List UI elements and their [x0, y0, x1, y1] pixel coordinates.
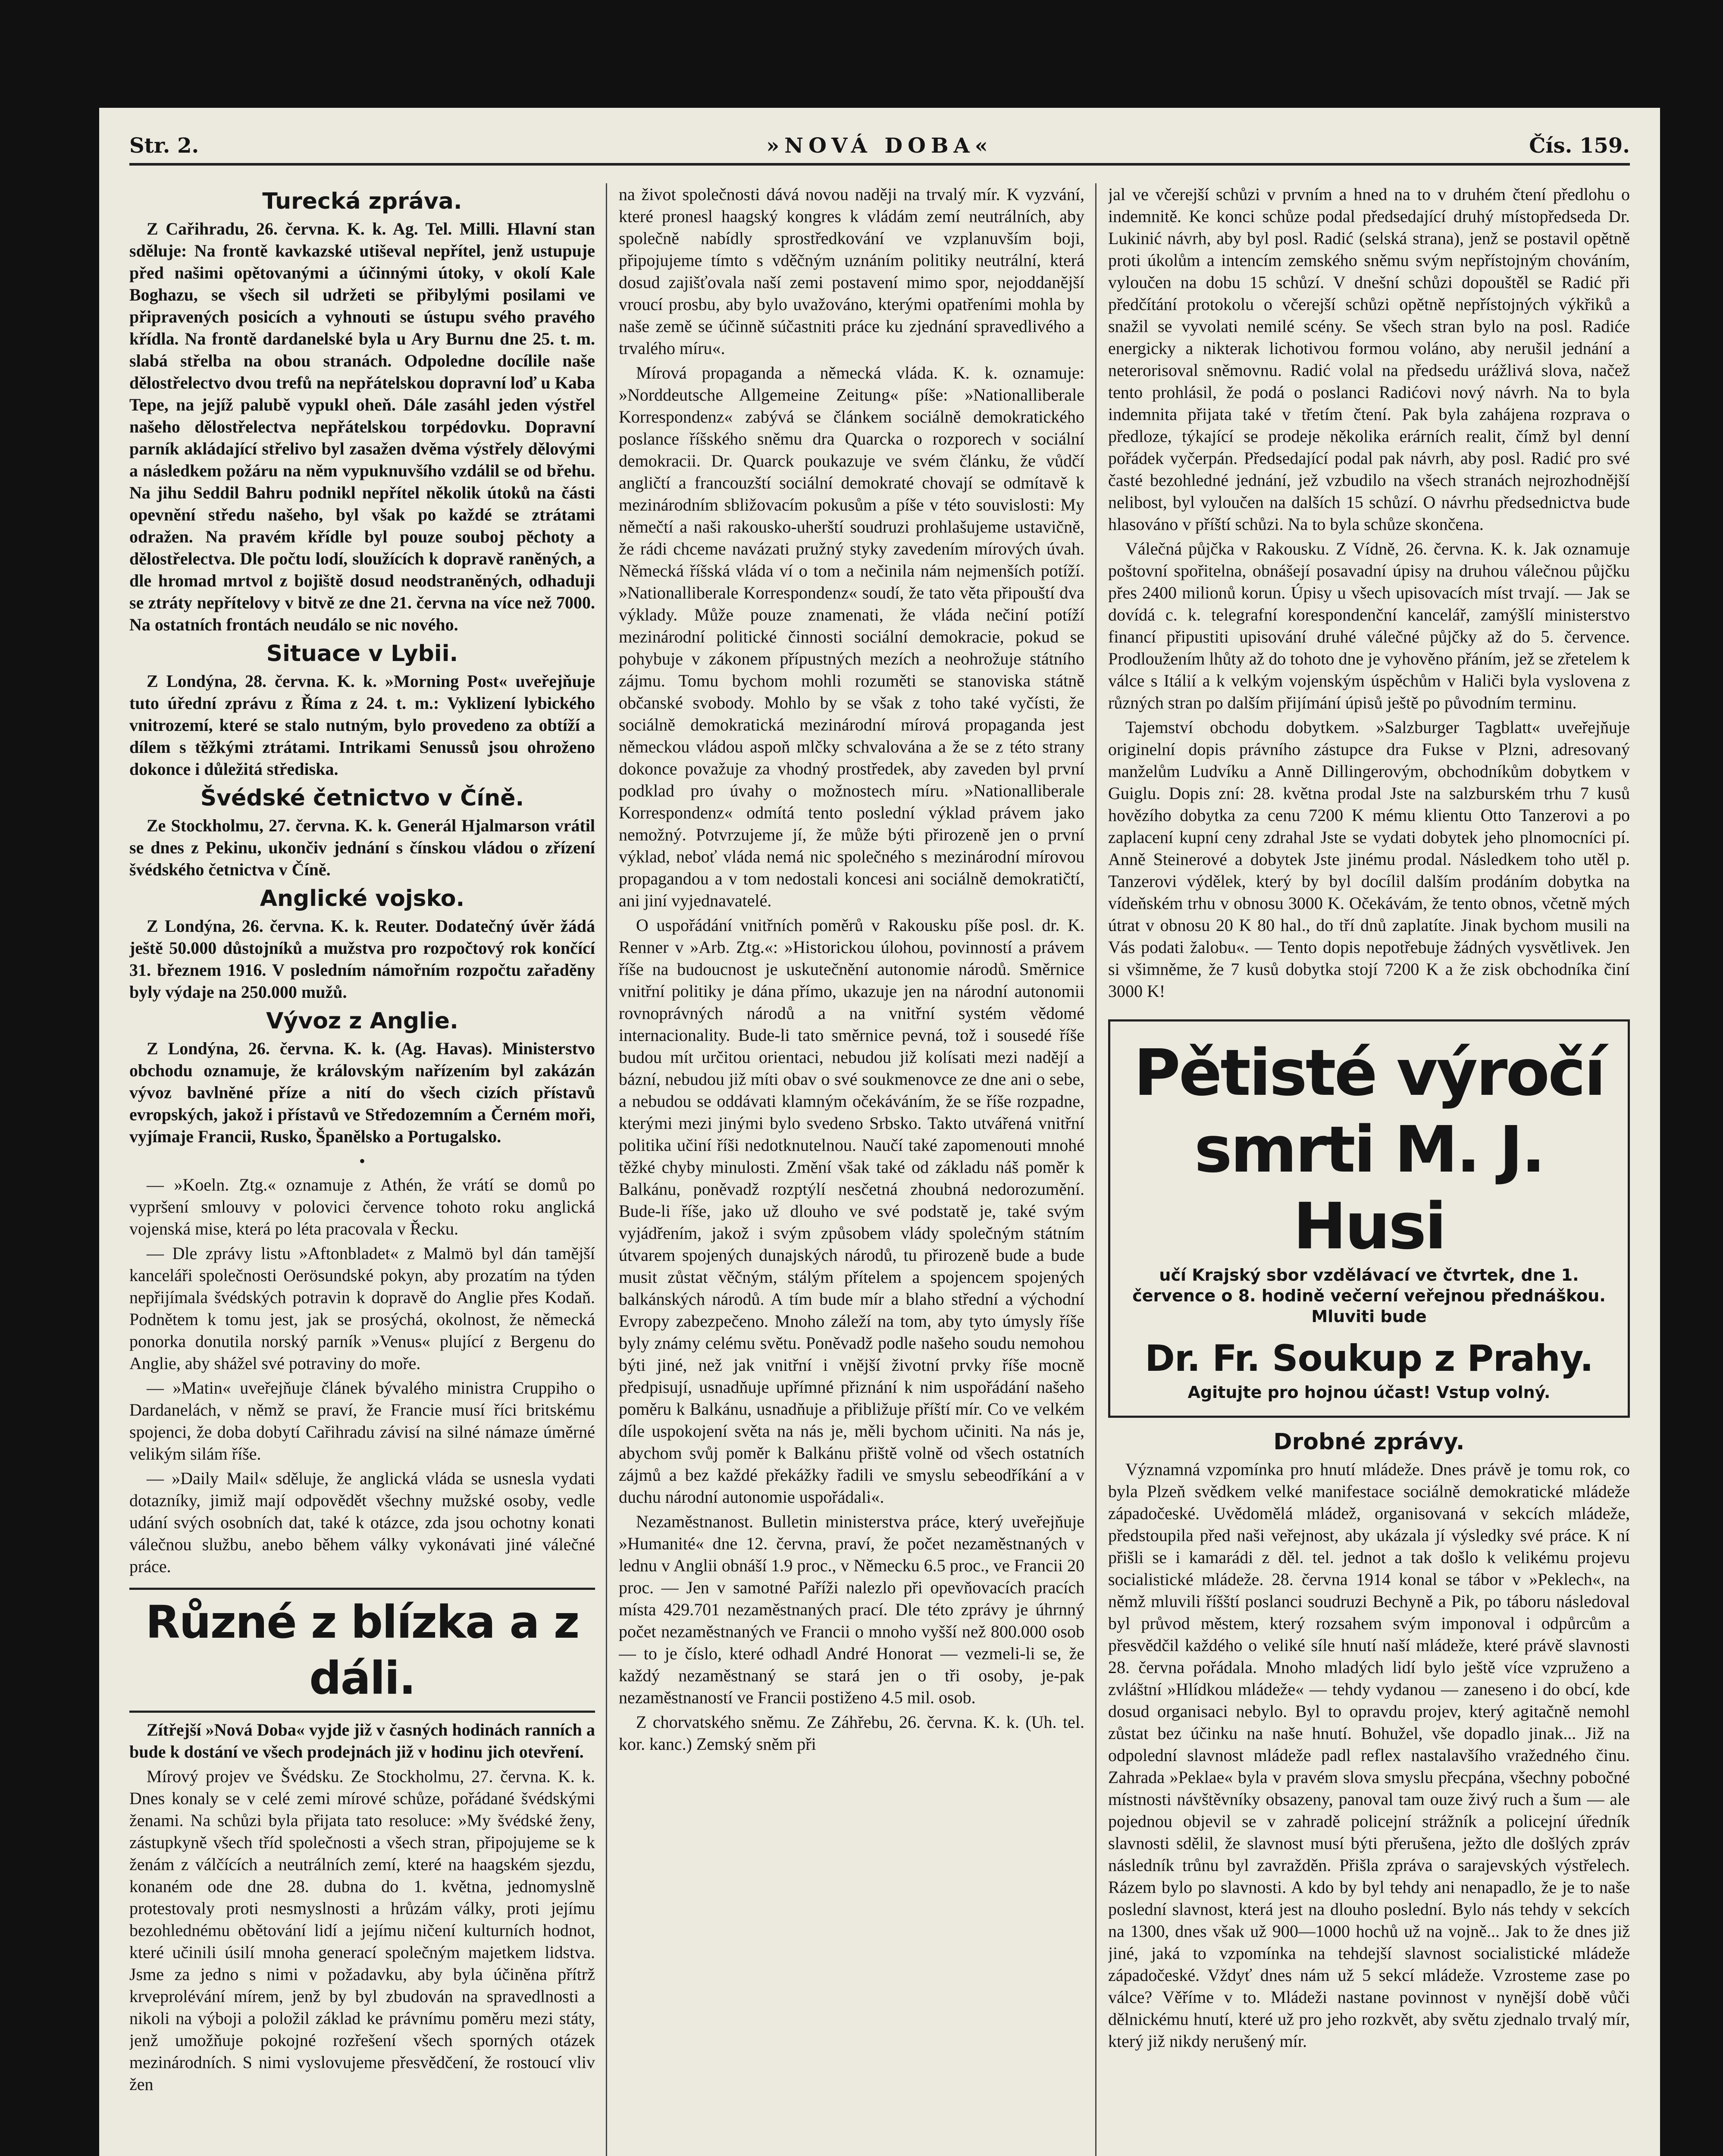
header-rule	[129, 163, 1630, 166]
article-heading: Turecká zpráva.	[262, 188, 462, 214]
article-text: Tajemství obchodu dobytkem. »Salzburger Tagblatt« uveřejňuje originelní dopis právního zástupce dra Fukse v Plzni, adresovaný manželům Ludvíku a Anně Dillingerovým, obchodníkům dobytkem v Guiglu. Dopis zní: 28. května prodal Jste na salzburském trhu 7 kusů hovězího dobytka za cenu 7200 K mému klientu Otto Tanzerovi a po zaplacení kupní ceny zdrahal Jste se vydati dobytek jeho plnomocníci pí. Anně Steinerové a dobytek Jste jinému prodal. Následkem toho utěl p. Tanzerovi výdělek, který by byl docílil dalším prodáním dobytka na vídeňském trhu v obnosu 3000 K. Očekávám, že tento obnos, včetně mých útrat v obnosu 20 K 80 hal., do tří dnů zaplatíte. Jinak bychom musili na Vás podati žalobu«. — Tento dopis nepotřebuje žádných vysvětlivek. Jen si všimněme, že 7 kusů dobytka stojí 7200 K a že zisk obchodníka činí 3000 K!	[1108, 718, 1630, 1001]
newspaper-page	[99, 108, 1660, 2156]
article-text: na život společnosti dává novou naději na trvalý mír. K vyzvání, které pronesl haagský kongres k vládám zemí neutrálních, aby společně nabídly sprostředkování ve vzplanuvším boji, připojujeme tímto s vděčným uznáním politiky neutrální, která dosud zajišťovala naší zemi postavení mimo spor, nejoddanější vroucí prosbu, aby bylo uvažováno, kterými opatřeními mohla by naše země se účinně súčastniti práce ku zjednání spravedlivého a trvalého míru«.	[619, 185, 1084, 358]
article-text: Z Cařihradu, 26. června. K. k. Ag. Tel. Milli. Hlavní stan sděluje: Na frontě kavkazské utiševal nepřítel, jenž ustupuje před našimi opětovanými a účinnými útoky, v okolí Kale Boghazu, se všech sil udržeti se přibylými posilami ve připravených posicích a vyhnouti se ústupu svého pravého křídla. Na frontě dardanelské byla u Ary Burnu dne 25. t. m. slabá střelba na obou stranách. Odpoledne docílile naše dělostřelectvo dvou trefů na nepřátelskou dopravní loď u Kaba Tepe, na jejíž palubě vypukl oheň. Dále zasáhl jeden výstřel našeho dělostřelectva nepřátelskou torpédovku. Dopravní parník akládající střelivo byl zasažen dvěma výstřely dělovými a následkem požáru na něm vypuknuvšího vzdálil se od břehu. Na jihu Seddil Bahru podnikl nepřítel několik útoků na části opevnění středu našeho, byl však po každé se ztrátami odražen. Na pravém křídle byl pouze souboj pěchoty a dělostřelectva. Dle počtu lodí, sloužících k dopravě raněných, a dle hromad mrtvol z bojiště dosud neodstraněných, odhaduji se ztráty nepřítelovy v bitvě ze dne 21. června na více než 7000. Na ostatních frontách neudálo se nic nového.	[129, 219, 595, 634]
article-text: Válečná půjčka v Rakousku. Z Vídně, 26. června. K. k. Jak oznamuje poštovní spořitelna, obnášejí posavadní úpisy na druhou válečnou půjčku přes 2400 milionů korun. Úpisy u všech upisovacích míst trvají. — Jak se dovídá c. k. telegrafní korespondenční kancelář, zamýšlí ministerstvo financí připustiti upisování druhé válečné půjčky až do 5. července. Prodloužením lhůty až do tohoto dne je vyhověno přáním, jež se zřetelem k válce s Itálií a k velkým vojenským úspěchům v Haliči byla vyslovena z různých stran po dalším přijímání úpisů ještě po původním terminu.	[1108, 539, 1630, 712]
section-banner: Různé z blízka a z dáli.	[129, 1588, 595, 1713]
column-divider	[606, 183, 607, 2156]
article-heading: Drobné zprávy.	[1273, 1429, 1465, 1455]
advert-footer: Agitujte pro hojnou účast! Vstup volný.	[1187, 1383, 1551, 1402]
article-text: Významná vzpomínka pro hnutí mládeže. Dnes právě je tomu rok, co byla Plzeň svědkem velké manifestace sociálně demokratické mládeže západočeské. Uvědomělá mládež, organisovaná v sekcích mládeže, předstoupila před naši veřejnost, aby ukázala jí výsledky své práce. K ní přišli se i kamarádi z děl. tel. jednot a tak došlo k velikému projevu socialistické mládeže. 28. června 1914 konal se tábor v »Peklech«, na němž mluvili říšští poslanci soudruzi Bechyně a Pik, po táboru následoval byl průvod městem, který rozsahem svým imponoval i odpůrcům a přesvědčil každého o veliké síle hnutí naší mládeže, které právě slavnosti 28. června pořádala. Mnoho mladých lidí bylo ještě více vzpruženo a zvláštní »Hlídkou mládeže« — tehdy vydanou — zaneseno i do obcí, kde dosud organisaci nebylo. Byl to opravdu projev, který agitačně nemohl zůstat bez účinku na naše hnutí. Bohužel, vše dopadlo jinak... Již na odpolední slavnost mládeže padl reflex nastalavšího vražedného činu. Zahrada »Peklae« byla v pravém slova smyslu přecpána, všechny pobočné místnosti návštěvníky obsazeny, panoval tam ouze živý ruch a šum — ale pojednou objevil se v zahradě policejní strážník a policejní úředník slavnosti sdělil, že slavnost musí býti přerušena, ježto dle došlých zpráv následník trůnu byl zavražděn. Přišla zpráva o sarajevských výstřelech. Rázem bylo po slavnosti. A kdo by byl tehdy ani nenapadlo, že je to naše poslední slavnost, která jest na dlouho poslední. Bylo nás tehdy v sekcích na 1300, dnes však už 900—1000 hochů už na vojně... Jak to že dnes již jiné, jaká to vzpomínka na tehdejší slavnost socialistické mládeže západočeské. Vždyť dnes nám už 5 sekcí mládeže. Vzrosteme zase po válce? Věříme v to. Mládeži nastane povinnost v nynější době vůči dělnickému hnutí, které už pro jeho rozkvět, aby světu zjednalo trvalý mír, který již nikdy nerušený mír.	[1108, 1460, 1630, 2051]
article-heading: Situace v Lybii.	[266, 641, 458, 667]
page-number: Str. 2.	[129, 134, 199, 158]
advert-speaker: Dr. Fr. Soukup z Prahy.	[1145, 1337, 1593, 1379]
article-heading: Anglické vojsko.	[260, 886, 465, 912]
issue-number: Čís. 159.	[1529, 134, 1630, 158]
article-text: Nezaměstnanost. Bulletin ministerstva práce, který uveřejňuje »Humanité« dne 12. června, praví, že počet nezaměstnaných v lednu v Anglii obnáší 1.9 proc., v Německu 6.5 proc., ve Francii 20 proc. — Jen v samotné Paříži nalezlo při opevňovacích pracích místa 429.701 nezaměstnaných prací. Dle této zprávy je úhrnný počet nezaměstnaných ve Francii o mnoho vyšší než 800.000 osob — to je číslo, které odhadl André Honorat — vezmeli-li se, že každý nezaměstnaný se stará jen o tři osoby, je-pak nezaměstnaností ve Francii postiženo 4.5 mil. osob.	[619, 1512, 1084, 1707]
article-text: Z Londýna, 26. června. K. k. (Ag. Havas). Ministerstvo obchodu oznamuje, že královským nařízením byl zakázán vývoz bavlněné příze a nití do všech cizích přístavů evropských, jakož i přístavů ve Středozemním a Černém moři, vyjímaje Francii, Rusko, Španělsko a Portugalsko.	[129, 1039, 595, 1146]
article-heading: Švédské četnictvo v Číně.	[200, 785, 524, 811]
article-text: Ze Stockholmu, 27. června. K. k. Generál Hjalmarson vrátil se dnes z Pekinu, ukončiv jednání s čínskou vládou o zřízení švédského četnictva v Číně.	[129, 816, 595, 879]
article-text: O uspořádání vnitřních poměrů v Rakousku píše posl. dr. K. Renner v »Arb. Ztg.«: »Historickou úlohou, povinností a právem říše na budoucnost je uskutečnění autonomie národů. Směrnice vnitřní politiky je dána přímo, ukazuje jen na národní autonomii rovnoprávných národů a na vnitřní systém vědomé internacionality. Bude-li tato směrnice pevná, tož i sousedé říše budou mít určitou orientaci, nebudou již kolísati mezi nadějí a bázní, nebudou již míti obav o své soukmenovce ze dne ani o sebe, a nebudou se oddávati klamným očekáváním, že se říše rozpadne, kterými mezi jinými bylo svedeno Srbsko. Takto utvářená vnitřní politika učiní říši nedotknutelnou. Naučí také zapomenouti mnohé těžké chyby minulosti. Změní však také od základu náš poměr k Balkánu, poněvadž rozptýlí nesčetná zhoubná nedorozumění. Bude-li říše, jako už dlouho ve své podstatě je, také svým vyjádřením, jakož i svým způsobem vlády společným státním útvarem spojených dunajských národů, tu přirozeně bude a bude musit zůstat věčným, stálým přítelem a spojencem spojených balkánských národů. A tím bude mír a blaho střední a východní Evropy zabezpečeno. Mnoho záleží na tom, aby tyto úmysly říše byly známy celému světu. Poněvadž podle našeho soudu nemohou býti jiné, než jak vnitřní i vnější životní prvky říše mocně předpisují, usnadňuje upřímné přiznání k nim uspořádání našeho poměru k Balkánu, usnadňuje a přibližuje příští mír. Co ve velkém díle uspokojení světa na nás je, měli bychom učiniti. Na nás je, abychom svůj poměr k Balkánu přiště volně od všech ostatních zájmů a bez každé překážky řadili ve smyslu sebeodříkání a v duchu národní autonomie uspořádali«.	[619, 915, 1084, 1507]
hus-anniversary-advert	[1108, 1019, 1630, 1418]
article-text: — »Daily Mail« sděluje, že anglická vláda se usnesla vydati dotazníky, jimiž mají odpovědět všechny mužské osoby, vedle udání svých osobních dat, také k otázce, zda jsou ochotny konati válečnou službu, anebo během války vykonávati jiné válečné práce.	[129, 1469, 595, 1576]
section-separator: •	[359, 1151, 365, 1171]
column-2	[619, 183, 1084, 2156]
article-text: Mírový projev ve Švédsku. Ze Stockholmu, 27. června. K. k. Dnes konaly se v celé zemi mírové schůze, pořádané švédskými ženami. Na schůzi byla přijata tato resoluce: »My švédské ženy, zástupkyně všech tříd společnosti a všech stran, připojujeme se k ženám z válčících a neutrálních zemí, které na haagském sjezdu, konaném ode dne 28. dubna do 1. května, jednomyslně protestovaly proti nesmyslnosti a hrůzám války, proti jejímu bezohlednému obětování lidí a jejímu ničení kulturních hodnot, které učinili úsilí mnoha generací společným majetkem lidstva. Jsme za jedno s nimi v požadavku, aby byla účiněna přítrž krveprolévání mírem, jenž by byl zbudován na spravedlnosti a nikoli na výboji a položil základ ke právnímu poměru mezi státy, jenž umožňuje pokojné rozřešení všech sporných otázek mezinárodních. S nimi vyslovujeme přesvědčení, že rostoucí vliv žen	[129, 1767, 595, 2094]
article-text: jal ve včerejší schůzi v prvním a hned na to v druhém čtení předlohu o indemnitě. Ke konci schůze podal předsedající druhý místopředseda Dr. Lukinić návrh, aby byl posl. Radić (selská strana), jenž se postavil opětně proti úkolům a intencím zemského sněmu svým nepřístojným chováním, vyloučen na dobu 15 schůzí. V dnešní schůzi dopouštěl se Radić při předčítání protokolu o včerejší schůzi opětně nepřístojných výkřiků a snažil se vyvolati nemilé scény. Se všech stran bylo na posl. Radiće energicky a nikterak lichotivou formou voláno, aby nerušil jednání a neterorisoval sněmovnu. Radić volal na předsedu urážlivá slova, načež tento prohlásil, že podá o poslanci Radićovi nový návrh. Na to byla indemnita přijata také v třetím čtení. Pak byla zahájena rozprava o předloze, týkající se prodeje několika erárních realit, čímž byl denní pořádek vyčerpán. Předsedající podal pak návrh, aby posl. Radić pro své časté bezohledné jednání, jež vzbudilo na všech stranách nejrozhodnější nelibost, byl vyloučen na dalších 15 schůzí. O návrhu předsednictva bude hlasováno v příští schůzi. Na to byla schůze skončena.	[1108, 185, 1630, 534]
masthead-title: »NOVÁ DOBA«	[766, 134, 993, 158]
article-text: Z Londýna, 26. června. K. k. Reuter. Dodatečný úvěr žádá ještě 50.000 důstojníků a mužstva pro rozpočtový rok končící 31. březnem 1916. V posledním námořním rozpočtu zařaděny byly výdaje na 250.000 mužů.	[129, 916, 595, 1002]
article-text: — »Matin« uveřejňuje článek bývalého ministra Cruppiho o Dardanelách, v němž se praví, že Francie musí říci britskému spojenci, že doba dobytí Cařihradu závisí na silné námaze úměrné velikým silám říše.	[129, 1378, 595, 1463]
column-3	[1108, 183, 1630, 2156]
article-text: Zítřejší »Nová Doba« vyjde již v časných hodinách ranních a bude k dostání ve všech prodejnách již v hodinu jich otevření.	[129, 1720, 595, 1761]
article-text: Z chorvatského sněmu. Ze Záhřebu, 26. června. K. k. (Uh. tel. kor. kanc.) Zemský sněm při	[619, 1712, 1084, 1754]
column-divider	[1095, 183, 1096, 2156]
article-heading: Vývoz z Anglie.	[266, 1008, 458, 1034]
article-text: Mírová propaganda a německá vláda. K. k. oznamuje: »Norddeutsche Allgemeine Zeitung« píše: »Nationalliberale Korrespondenz« zabývá se článkem sociálně demokratického poslance říšského sněmu dra Quarcka o rozporech v sociální demokracii. Dr. Quarck poukazuje ve svém článku, že vůdčí angličtí a francouzští sociální demokraté chovají se odmítavě k mezinárodním sbližovacím pokusům a píše v této souvislosti: My němečtí a naši rakousko-uherští soudruzi prohlašujeme ustavičně, že rádi chceme navázati pružný styky zavedením mírových úvah. Německá říšská vláda ví o tom a nečinila nám nejmenších potíží. »Nationalliberale Korrespondenz« soudí, že tato věta připouští dva výklady. Může pouze znamenati, že vláda nečiní potíží mezinárodní politické činnosti sociální demokracie, pokud se pohybuje v zákonem přípustných mezích a neohrožuje státního zájmu. Tomu bychom mohli rozuměti se stanoviska státně občanské svobody. Mohlo by se však z toho také vyčísti, že sociálně demokratická mezinárodní mírová propaganda jest německou vládou aspoň mlčky schvalována a že se z této strany dokonce považuje za vhodný prostředek, aby zaveden byl první podklad pro úvahy o možnostech míru. »Nationalliberale Korrespondenz« odmítá tento poslední výklad právem jako nemožný. Potvrzujeme jí, že může býti přirozeně jen o první výklad, neboť vláda nemá nic společného s mezinárodní mírovou propagandou a v tom nedostali koncesi ani sociálně demokratičtí, ani jiní vyjednavatelé.	[619, 363, 1084, 910]
article-text: — »Koeln. Ztg.« oznamuje z Athén, že vrátí se domů po vypršení smlouvy v polovici července tohoto roku anglická vojenská mise, která po léta pracovala v Řecku.	[129, 1175, 595, 1238]
column-1	[129, 183, 595, 2156]
article-text: — Dle zprávy listu »Aftonbladet« z Malmö byl dán tamější kanceláři společnosti Oerösundské pokyn, aby prozatím na týden nepřijímala švédských potravin k dopravě do Anglie přes Kodaň. Podnětem k tomu jest, jak se prosýchá, okolnost, že německá ponorka donutila norský parník »Venus« plující z Bergenu do Anglie, aby shážel své potraviny do moře.	[129, 1244, 595, 1373]
advert-details: učí Krajský sbor vzdělávací ve čtvrtek, dne 1. července o 8. hodině večerní veřejnou přednáškou. Mluviti bude	[1132, 1266, 1606, 1326]
article-text: Z Londýna, 28. června. K. k. »Morning Post« uveřejňuje tuto úřední zprávu z Říma z 24. t. m.: Vyklizení lybického vnitrozemí, které se stalo nutným, bylo provedeno za obtíží a dílem s těžkými ztrátami. Intrikami Senussů jsou ohroženo dokonce i důležitá střediska.	[129, 671, 595, 779]
advert-headline: smrti M. J. Husi	[1194, 1112, 1544, 1263]
advert-headline: Pětisté výročí	[1134, 1036, 1604, 1110]
